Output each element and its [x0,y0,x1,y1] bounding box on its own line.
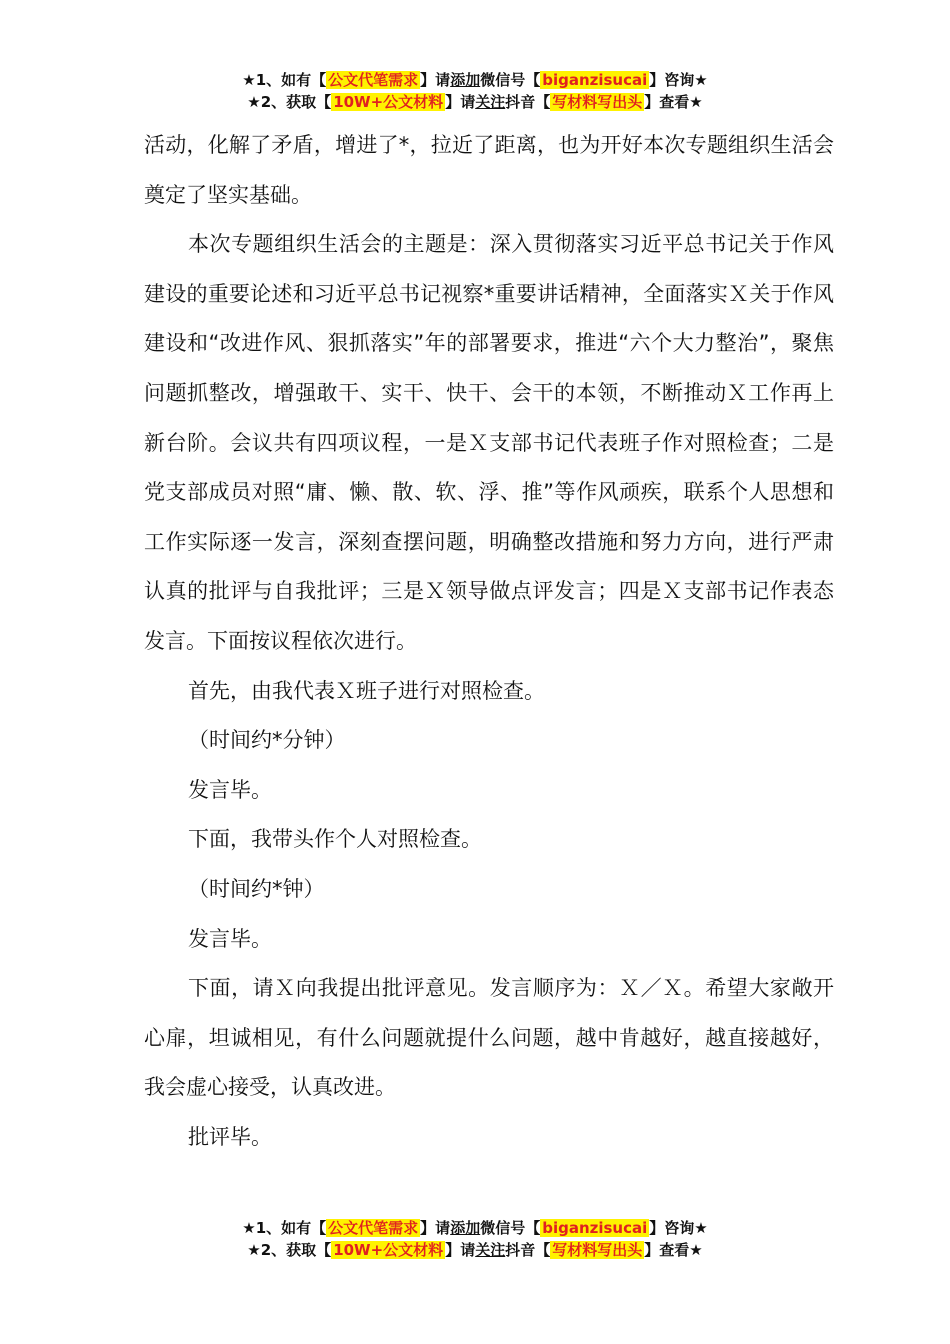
header-banner [0,69,950,113]
paragraph: 发言毕。 [188,926,272,951]
paragraph: 下面，我带头作个人对照检查。 [188,827,482,852]
paragraph: 本次专题组织生活会的主题是：深入贯彻落实习近平总书记关于作风建设的重要论述和习近平总书记视察*重要讲话精神，全面落实Ｘ关于作风建设和“改进作风、狠抓落实”年的部署要求，推进“六个大力整治”，聚焦问题抓整改，增强敢干、实干、快干、会干的本领，不断推动Ｘ工作再上新台阶。会议共有四项议程，一是Ｘ支部书记代表班子作对照检查；二是党支部成员对照“庸、懒、散、软、浮、推”等作风顽疾，联系个人思想和工作实际逐一发言，深刻查摆问题，明确整改措施和努力方向，进行严肃认真的批评与自我批评；三是Ｘ领导做点评发言；四是Ｘ支部书记作表态发言。下面按议程依次进行。 [144,232,834,653]
paragraph: 下面，请Ｘ向我提出批评意见。发言顺序为：Ｘ／Ｘ。希望大家敞开心扉，坦诚相见，有什么问题就提什么问题，越中肯越好，越直接越好，我会虚心接受，认真改进。 [144,976,834,1100]
banner-text: 抖音【 [505,1241,551,1259]
banner-text: 】咨询★ [649,71,708,89]
banner-text: ★2、获取【 [247,93,332,111]
paragraph: 首先，由我代表Ｘ班子进行对照检查。 [188,678,545,703]
paragraph: （时间约*钟） [188,876,325,901]
highlight-wechat-id: biganzisucai [542,71,648,89]
emphasis-follow: 关注 [475,1241,506,1259]
highlight-materials: 10W+公文材料 [333,1241,444,1259]
paragraph: 活动，化解了矛盾，增进了*，拉近了距离，也为开好本次专题组织生活会奠定了坚实基础。 [144,133,834,207]
paragraph: 发言毕。 [188,777,272,802]
banner-text: ★1、如有【 [242,71,327,89]
emphasis-add: 添加 [450,71,481,89]
footer-banner [0,1217,950,1261]
emphasis-follow: 关注 [475,93,506,111]
document-body [144,121,834,1162]
paragraph: （时间约*分钟） [188,728,346,753]
emphasis-add: 添加 [450,1219,481,1237]
banner-line-2 [0,1239,950,1261]
banner-text: 】查看★ [644,1241,703,1259]
highlight-materials: 10W+公文材料 [333,93,444,111]
banner-text: ★1、如有【 [242,1219,327,1237]
banner-text: 】请 [420,71,451,89]
banner-line-2 [0,91,950,113]
highlight-wechat-id: biganzisucai [542,1219,648,1237]
banner-line-1 [0,1217,950,1239]
banner-line-1 [0,69,950,91]
highlight-service: 公文代笔需求 [328,1219,419,1237]
banner-text: 】咨询★ [649,1219,708,1237]
banner-text: ★2、获取【 [247,1241,332,1259]
highlight-douyin-account: 写材料写出头 [552,1241,643,1259]
banner-text: 微信号【 [480,71,541,89]
banner-text: 】请 [445,1241,476,1259]
banner-text: 】查看★ [644,93,703,111]
banner-text: 】请 [420,1219,451,1237]
highlight-service: 公文代笔需求 [328,71,419,89]
banner-text: 微信号【 [480,1219,541,1237]
highlight-douyin-account: 写材料写出头 [552,93,643,111]
paragraph: 批评毕。 [188,1124,272,1149]
banner-text: 抖音【 [505,93,551,111]
banner-text: 】请 [445,93,476,111]
